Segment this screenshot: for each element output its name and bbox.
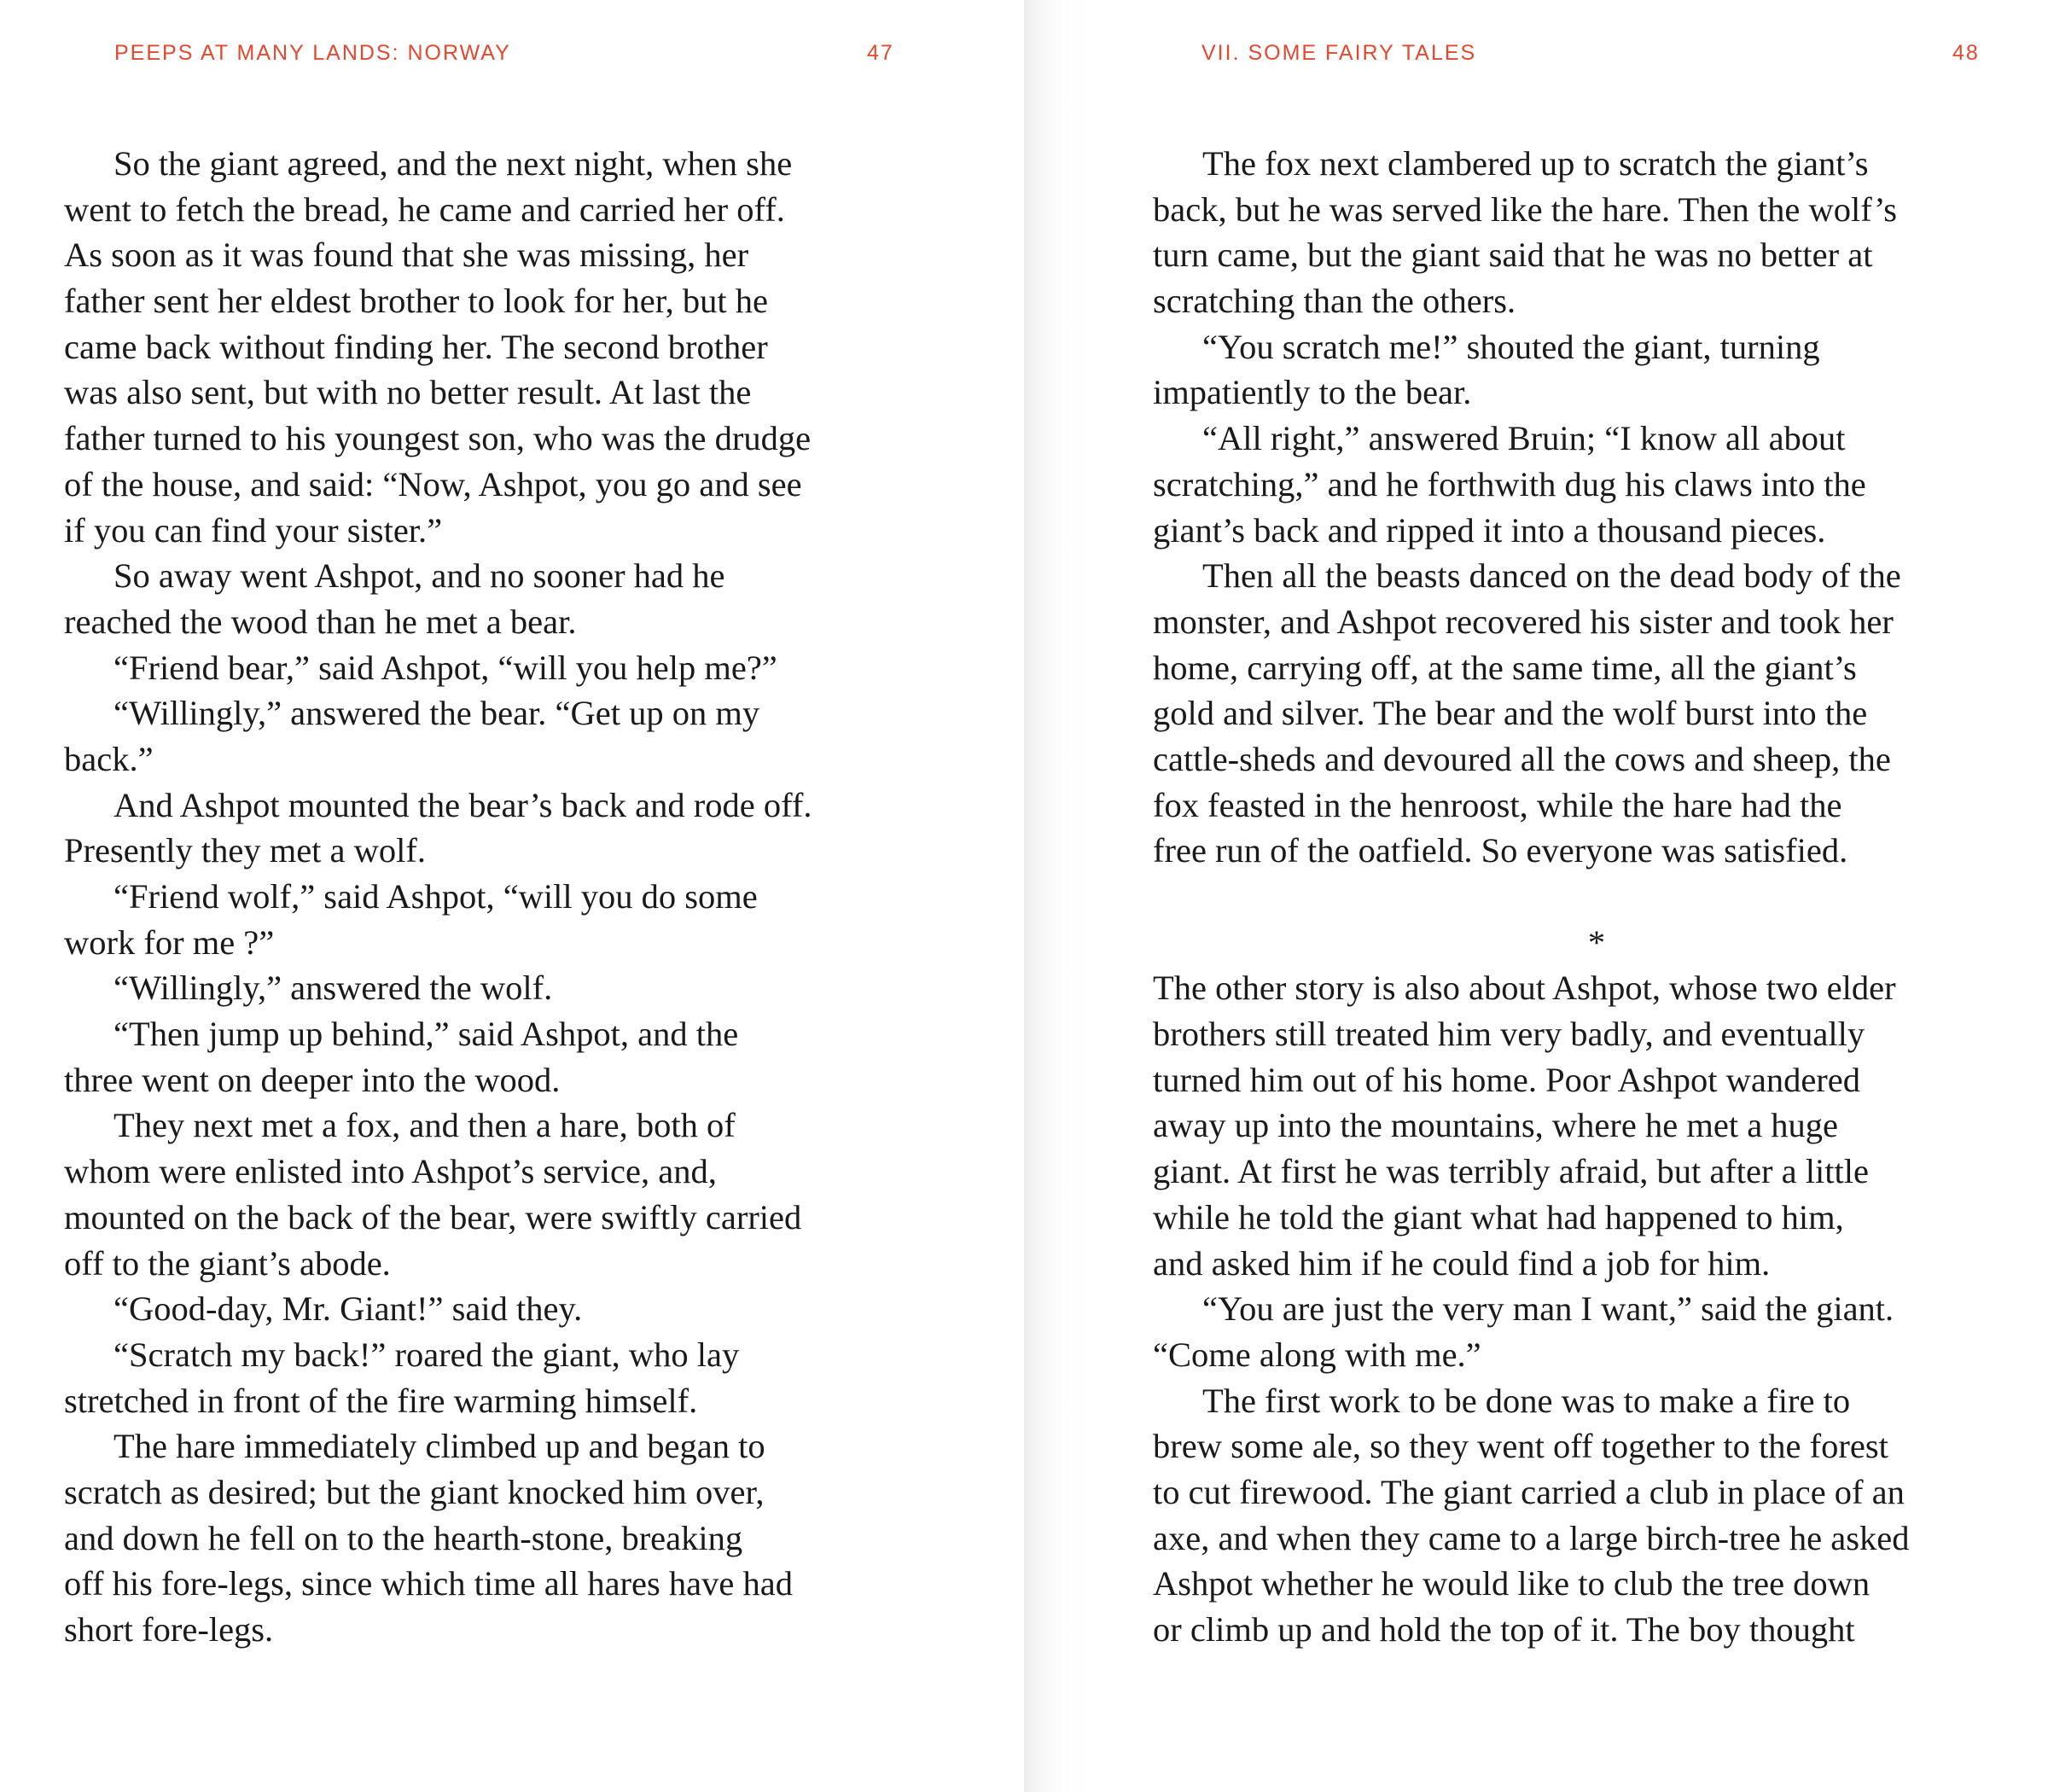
text-line: So the giant agreed, and the next night, when she <box>113 144 793 183</box>
text-line: “All right,” answered Bruin; “I know all about <box>1202 419 1846 458</box>
text-line: of the house, and said: “Now, Ashpot, you go and see <box>64 464 802 503</box>
text-line: monster, and Ashpot recovered his sister and took her <box>1153 602 1894 641</box>
text-line: short fore-legs. <box>64 1610 274 1649</box>
text-line: while he told the giant what had happened to him, <box>1153 1197 1844 1236</box>
text-line: “You are just the very man I want,” said the giant. <box>1202 1289 1894 1329</box>
right-page <box>1024 0 2048 1792</box>
text-line: “Good-day, Mr. Giant!” said they. <box>113 1289 583 1329</box>
text-line: They next met a fox, and then a hare, both of <box>113 1106 736 1145</box>
text-line: scratch as desired; but the giant knocked him over, <box>64 1472 765 1511</box>
page-number: 47 <box>867 41 894 65</box>
text-line: or climb up and hold the top of it. The boy thought <box>1153 1610 1855 1649</box>
text-line: back, but he was served like the hare. Then the wolf’s <box>1153 189 1897 229</box>
text-line: “Scratch my back!” roared the giant, who lay <box>113 1335 740 1374</box>
text-line: went to fetch the bread, he came and carried her off. <box>64 189 785 229</box>
page-number: 48 <box>1952 41 1980 65</box>
text-line: “You scratch me!” shouted the giant, turning <box>1202 327 1820 366</box>
text-line: home, carrying off, at the same time, all the giant’s <box>1153 648 1857 687</box>
text-line: free run of the oatfield. So everyone was satisfied. <box>1153 831 1848 870</box>
section-break-asterisk: * <box>1587 922 1606 962</box>
running-head-chapter: VII. SOME FAIRY TALES <box>1201 41 1477 65</box>
text-line: off his fore-legs, since which time all hares have had <box>64 1564 793 1603</box>
text-line: was also sent, but with no better result. At last the <box>64 373 752 412</box>
text-line: The fox next clambered up to scratch the giant’s <box>1202 144 1869 183</box>
text-line: reached the wood than he met a bear. <box>64 602 577 641</box>
text-line: “Come along with me.” <box>1153 1335 1481 1374</box>
text-line: giant. At first he was terribly afraid, but after a little <box>1153 1152 1869 1191</box>
text-line: Presently they met a wolf. <box>64 831 427 870</box>
text-line: whom were enlisted into Ashpot’s service, and, <box>64 1152 717 1191</box>
text-line: turn came, but the giant said that he was no better at <box>1153 236 1873 275</box>
text-line: father sent her eldest brother to look for her, but he <box>64 282 768 321</box>
text-line: As soon as it was found that she was missing, her <box>64 236 749 275</box>
text-line: And Ashpot mounted the bear’s back and rode off. <box>113 785 812 824</box>
text-line: The other story is also about Ashpot, whose two elder <box>1153 969 1896 1008</box>
text-line: impatiently to the bear. <box>1153 373 1472 412</box>
text-line: back.” <box>64 739 154 778</box>
text-line: to cut firewood. The giant carried a club in place of an <box>1153 1472 1905 1511</box>
text-line: cattle-sheds and devoured all the cows and sheep, the <box>1153 739 1891 778</box>
text-line: and asked him if he could find a job for him. <box>1153 1243 1771 1283</box>
text-line: The first work to be done was to make a fire to <box>1202 1381 1851 1420</box>
blank-line <box>1153 874 2040 920</box>
text-line: stretched in front of the fire warming himself. <box>64 1381 698 1420</box>
text-line: off to the giant’s abode. <box>64 1243 391 1283</box>
right-page-body-text <box>1153 141 2040 1653</box>
text-line: The hare immediately climbed up and began to <box>113 1427 765 1466</box>
text-line: if you can find your sister.” <box>64 510 443 550</box>
running-head-title: PEEPS AT MANY LANDS: NORWAY <box>114 41 511 65</box>
text-line: scratching,” and he forthwith dug his claws into the <box>1153 464 1866 503</box>
text-line: Ashpot whether he would like to club the tree down <box>1153 1564 1871 1603</box>
text-line: “Friend bear,” said Ashpot, “will you help me?” <box>113 648 777 687</box>
text-line: father turned to his youngest son, who was the drudge <box>64 419 812 458</box>
text-line: brew some ale, so they went off together to the forest <box>1153 1427 1888 1466</box>
text-line: came back without finding her. The second brother <box>64 327 768 366</box>
text-line: and down he fell on to the hearth-stone, breaking <box>64 1518 743 1557</box>
text-line: Then all the beasts danced on the dead body of the <box>1202 556 1901 596</box>
text-line: “Willingly,” answered the wolf. <box>113 969 553 1008</box>
text-line: turned him out of his home. Poor Ashpot wandered <box>1153 1060 1861 1099</box>
text-line: So away went Ashpot, and no sooner had he <box>113 556 725 596</box>
left-page-body-text <box>64 141 943 1653</box>
text-line: mounted on the back of the bear, were swiftly carried <box>64 1197 802 1236</box>
text-line: work for me ?” <box>64 922 275 962</box>
text-line: fox feasted in the henroost, while the hare had the <box>1153 785 1842 824</box>
text-line: “Then jump up behind,” said Ashpot, and the <box>113 1015 739 1054</box>
text-line: gold and silver. The bear and the wolf burst into the <box>1153 694 1868 733</box>
text-line: three went on deeper into the wood. <box>64 1060 561 1099</box>
text-line: “Willingly,” answered the bear. “Get up on my <box>113 694 760 733</box>
text-line: scratching than the others. <box>1153 282 1516 321</box>
text-line: giant’s back and ripped it into a thousand pieces. <box>1153 510 1826 550</box>
text-line: away up into the mountains, where he met a huge <box>1153 1106 1839 1145</box>
text-line: brothers still treated him very badly, and eventually <box>1153 1015 1865 1054</box>
text-line: “Friend wolf,” said Ashpot, “will you do some <box>113 877 758 916</box>
text-line: axe, and when they came to a large birch-tree he asked <box>1153 1518 1910 1557</box>
